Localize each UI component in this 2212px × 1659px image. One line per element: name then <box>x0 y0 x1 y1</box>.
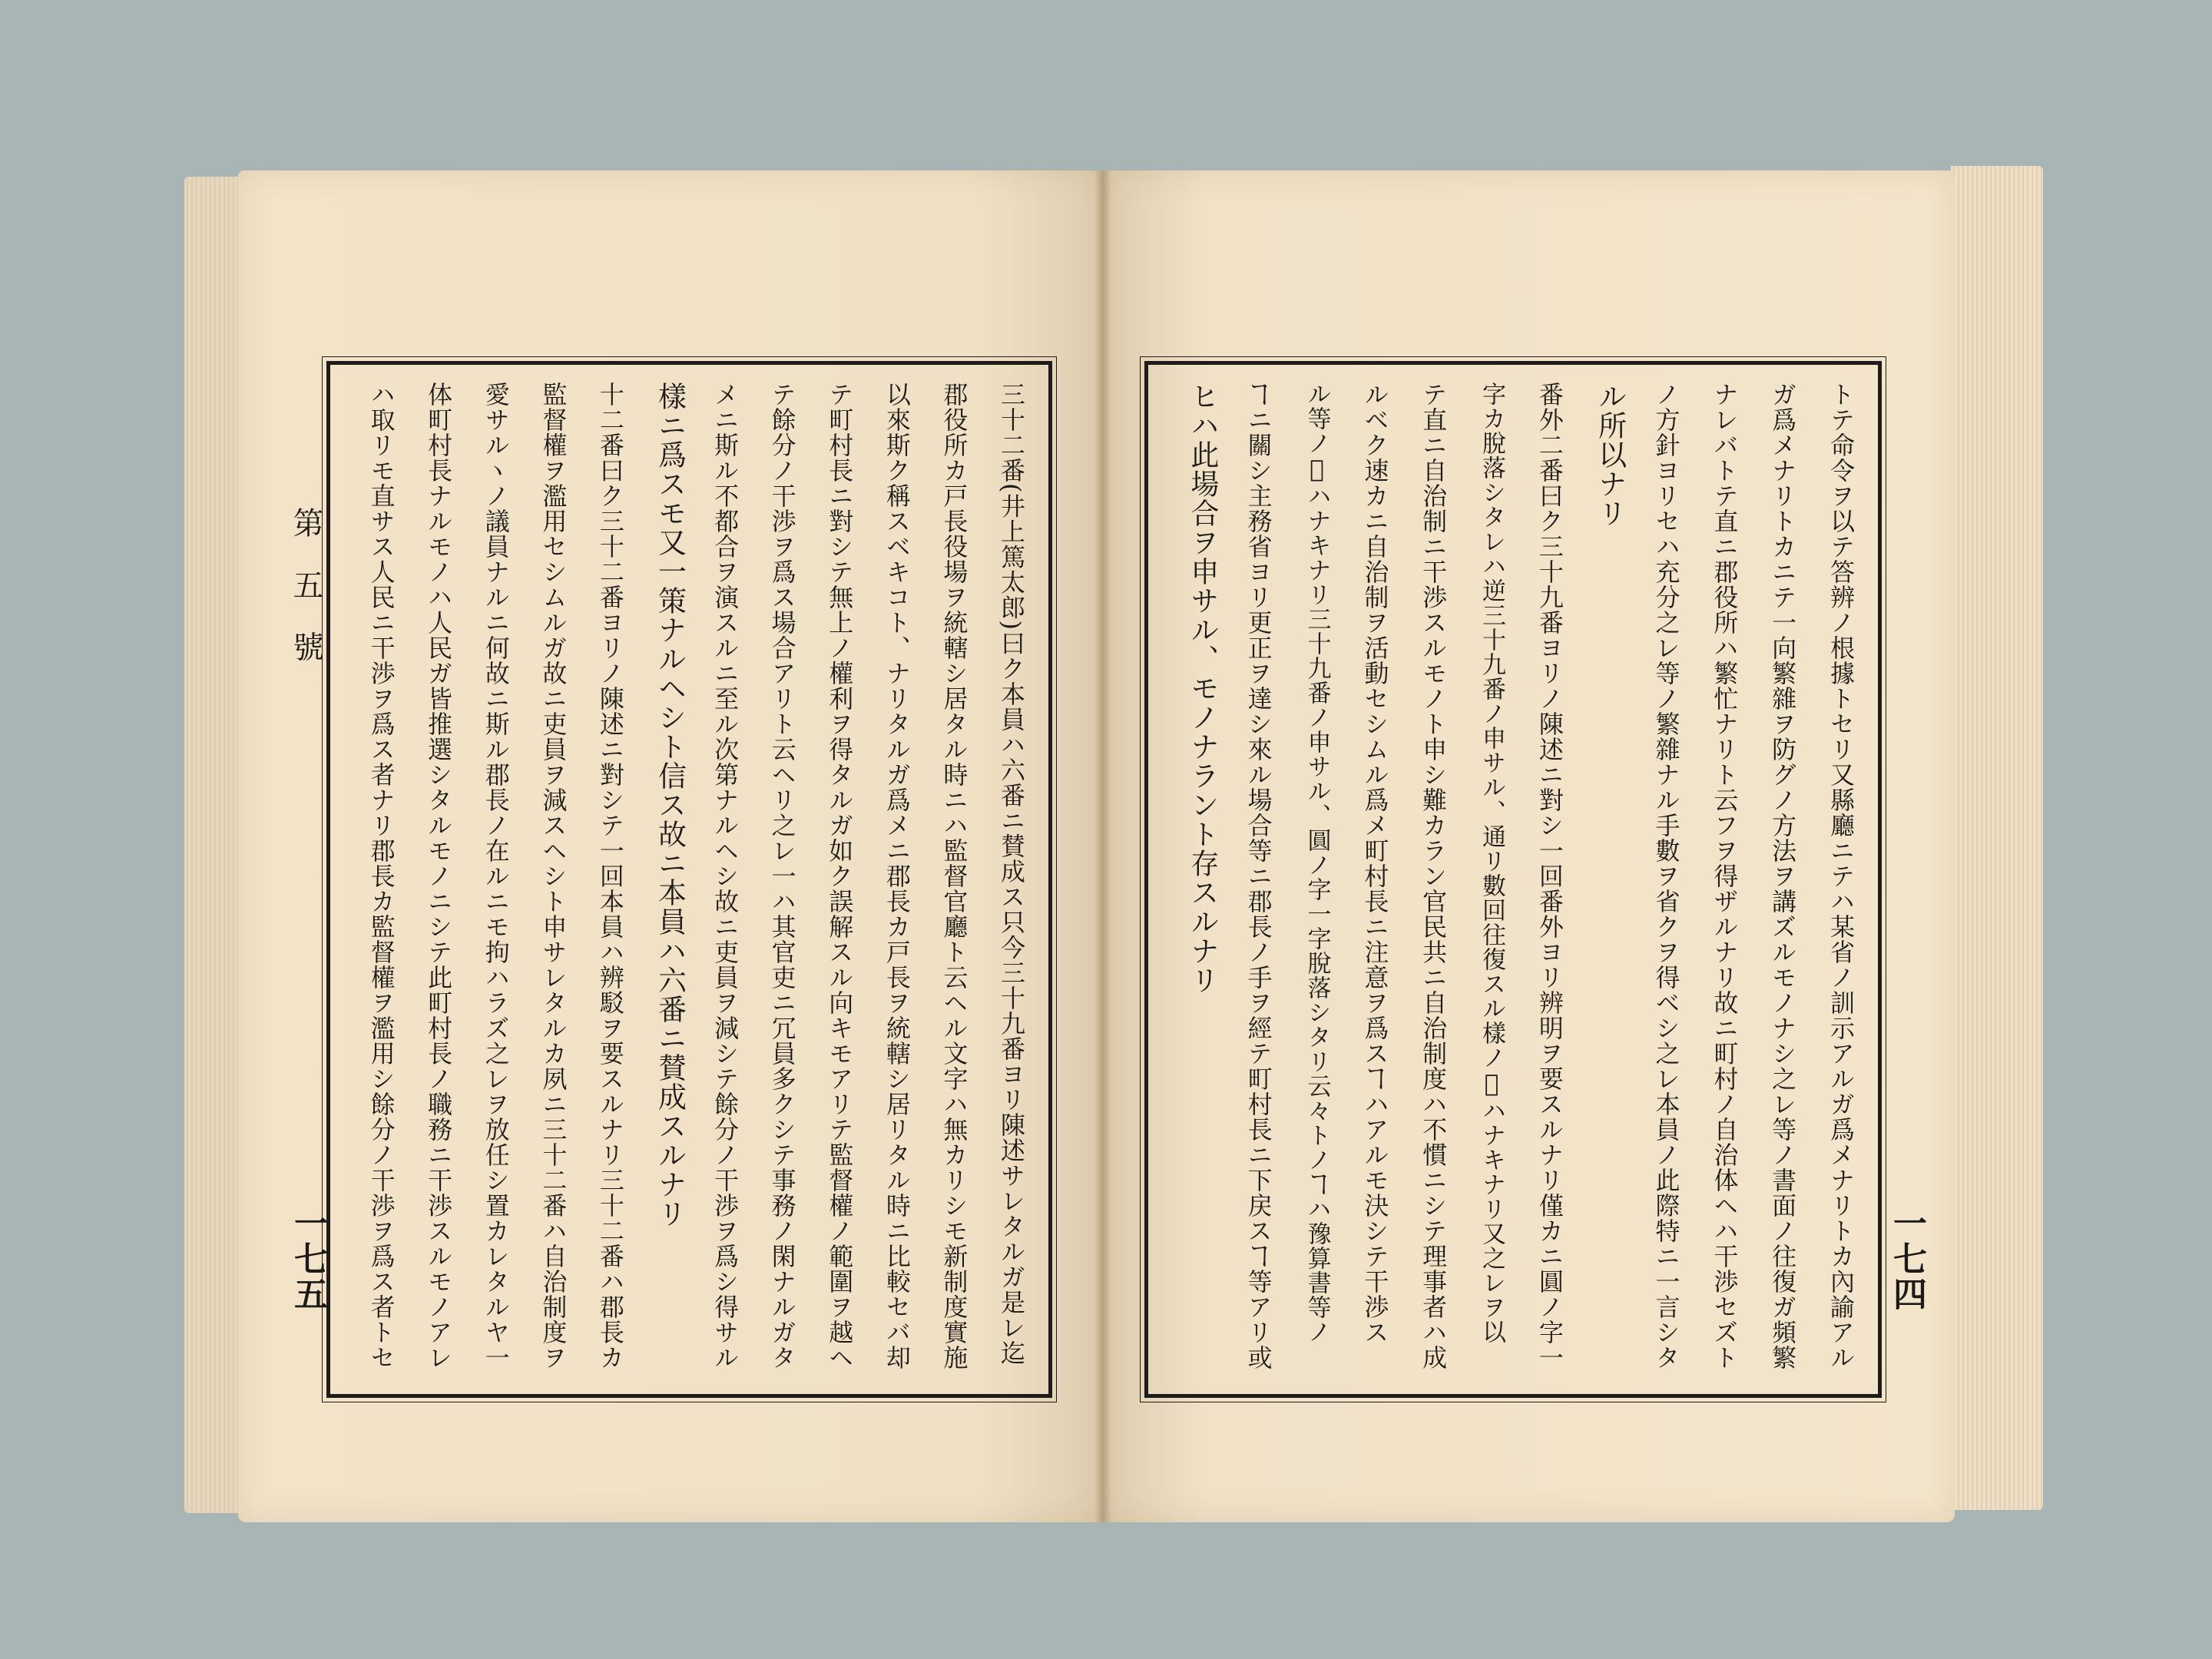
text-column: ガ爲メナリトカニテ一向繁雜ヲ防グノ方法ヲ講ズルモノナシ之レ等ノ書面ノ往復ガ頻繁 <box>1768 382 1798 1370</box>
page-edges-left <box>184 177 246 1513</box>
page-edges-right <box>1951 166 2043 1510</box>
folio-right: 一七四 <box>1887 1206 1926 1312</box>
text-column: 字カ脫落シタレハ逆三十九番ノ申サル、通リ數回往復スル樣ノ𪜈ハナキナリ又之レヲ以 <box>1478 382 1505 1344</box>
book-gutter <box>1094 171 1111 1522</box>
text-column: 十二番曰ク三十二番ヨリノ陳述ニ對シテ一回本員ハ辨駁ヲ要スルナリ三十二番ハ郡長カ <box>595 382 625 1370</box>
text-frame-right <box>1144 361 1882 1398</box>
text-column: 郡役所カ戸長役場ヲ統轄シ居タル時ニハ監督官廳ト云ヘル文字ハ無カリシモ新制度實施 <box>939 382 969 1370</box>
text-column: 愛サルヽノ議員ナルニ何故ニ斯ル郡長ノ在ルニモ拘ハラズ之レヲ放任シ置カレタルヤ一 <box>481 382 511 1370</box>
text-column: メニ斯ル不都合ヲ演スルニ至ル次第ナルヘシ故ニ吏員ヲ減シテ餘分ノ干渉ヲ爲シ得サル <box>710 382 740 1370</box>
text-column: ル等ノ𪜈ハナキナリ三十九番ノ申サル、圓ノ字一字脫落シタリ云々トノヿハ豫算書等ノ <box>1303 382 1331 1344</box>
text-column: 三十二番(井上篤太郎)曰ク本員ハ六番ニ賛成ス只今三十九番ヨリ陳述サレタルガ是レ迄 <box>997 382 1026 1366</box>
text-column: 以來斯ク稱スベキコト、ナリタルガ爲メニ郡長カ戸長ヲ統轄シ居リタル時ニ比較セバ却 <box>882 382 912 1370</box>
text-column: 体町村長ナルモノハ人民ガ皆推選シタルモノニシテ此町村長ノ職務ニ干渉スルモノアレ <box>424 382 454 1370</box>
text-column: ハ取リモ直サス人民ニ干渉ヲ爲ス者ナリ郡長カ監督權ヲ濫用シ餘分ノ干渉ヲ爲ス者トセ <box>366 382 396 1370</box>
text-column: テ直ニ自治制ニ干渉スルモノト申シ難カラン官民共ニ自治制度ハ不慣ニシテ理事者ハ成 <box>1419 382 1449 1370</box>
text-column: 樣ニ爲スモ又一策ナルヘシト信ス故ニ本員ハ六番ニ賛成スルナリ <box>653 382 687 1228</box>
text-column: テ餘分ノ干渉ヲ爲ス場合アリト云ヘリ之レ一ハ其官吏ニ冗員多クシテ事務ノ閑ナルガタ <box>767 382 797 1370</box>
text-column: トテ命令ヲ以テ答辨ノ根據トセリ又縣廳ニテハ某省ノ訓示アルガ爲メナリトカ內諭アル <box>1826 382 1856 1370</box>
text-column: ナレバトテ直ニ郡役所ハ繁忙ナリト云フヲ得ザルナリ故ニ町村ノ自治体ヘハ干渉セズト <box>1710 382 1740 1370</box>
text-column: テ町村長ニ對シテ無上ノ權利ヲ得タルガ如ク誤解スル向キモアリテ監督權ノ範圍ヲ越ヘ <box>825 382 855 1370</box>
text-column: ヿニ關シ主務省ヨリ更正ヲ達シ來ル場合等ニ郡長ノ手ヲ經テ町村長ニ下戻スヿ等アリ或 <box>1243 382 1273 1370</box>
text-column: ルベク速カニ自治制ヲ活動セシムル爲メ町村長ニ注意ヲ爲スヿハアルモ決シテ干渉ス <box>1360 382 1390 1345</box>
folio-left: 一七五 <box>288 1206 327 1312</box>
text-column: ノ方針ヨリセハ充分之レ等ノ繁雜ナル手數ヲ省クヲ得ベシ之レ本員ノ此際特ニ一言シタ <box>1651 382 1681 1370</box>
text-column: ヒハ此場合ヲ申サル、モノナラント存スルナリ <box>1185 382 1219 995</box>
text-column: ル所以ナリ <box>1593 382 1627 528</box>
text-column: 番外二番曰ク三十九番ヨリノ陳述ニ對シ一回番外ヨリ辨明ヲ要スルナリ僅カニ圓ノ字一 <box>1535 382 1565 1370</box>
running-head: 第 五 號 <box>288 507 323 673</box>
text-column: 監督權ヲ濫用セシムルガ故ニ吏員ヲ減スヘシト申サレタルカ夙ニ三十二番ハ自治制度ヲ <box>538 382 568 1370</box>
text-frame-left <box>326 361 1052 1398</box>
